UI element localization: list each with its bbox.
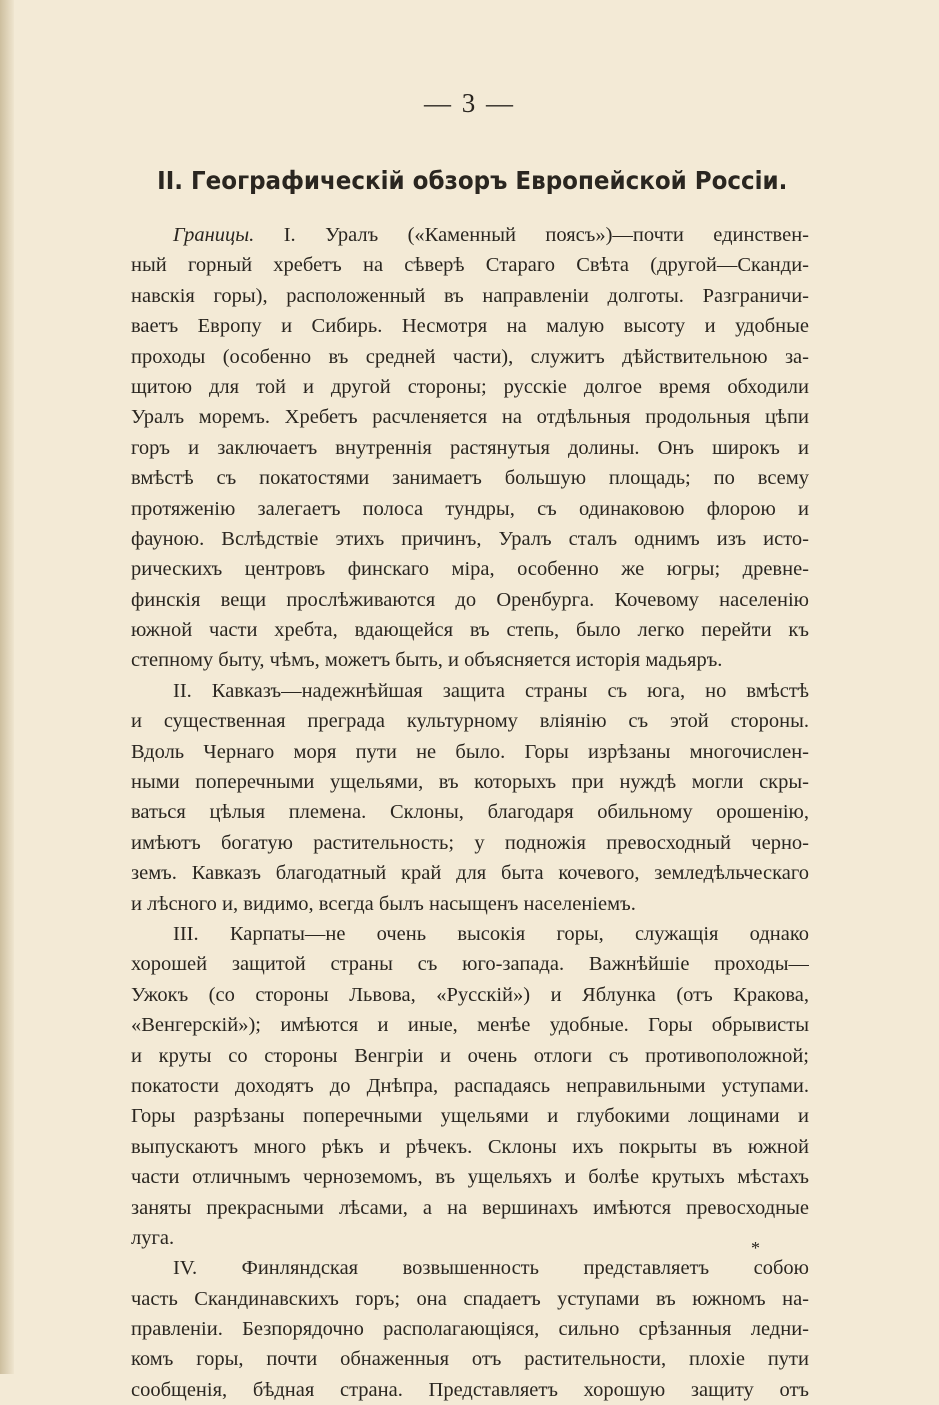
line-text: и лѣсного и, видимо, всегда былъ насыщенъ населеніемъ. <box>131 892 636 915</box>
line-text: II. Кавказъ—надежнѣйшая защита страны съ юга, но вмѣстѣ <box>173 679 809 702</box>
line-text: Уралъ моремъ. Хребетъ расчленяется на отдѣльныя продольныя цѣпи <box>131 406 809 429</box>
text-line <box>131 676 809 706</box>
text-line <box>131 433 809 463</box>
signature-mark: * <box>751 1238 760 1258</box>
text-line <box>131 372 809 402</box>
line-text: вмѣстѣ съ покатостями занимаетъ большую площадь; по всему <box>131 467 809 490</box>
text-line <box>131 494 809 524</box>
line-text: имѣютъ богатую растительность; у подножія превосходный черно- <box>131 831 809 854</box>
text-line <box>131 1223 809 1253</box>
text-line <box>131 706 809 736</box>
line-text: Ужокъ (со стороны Львова, «Русскій») и Яблунка (отъ Кракова, <box>131 983 809 1006</box>
line-text: навскія горы), расположенный въ направленіи долготы. Разграничи- <box>131 284 809 307</box>
page-number: — 3 — <box>424 88 515 118</box>
line-text: Горы разрѣзаны поперечными ущельями и глубокими лощинами и <box>131 1105 809 1128</box>
text-line <box>131 1314 809 1344</box>
line-text: правленіи. Безпорядочно располагающіяся, сильно срѣзанныя ледни- <box>131 1318 809 1341</box>
text-line <box>131 858 809 888</box>
line-text: ваетъ Европу и Сибирь. Несмотря на малую высоту и удобные <box>131 315 809 338</box>
text-line <box>131 645 809 675</box>
line-text: степному быту, чѣмъ, можетъ быть, и объясняется исторія мадьяръ. <box>131 649 723 672</box>
section-title: II. Географическій обзоръ Европейской Россіи. <box>157 166 788 195</box>
text-line <box>131 463 809 493</box>
text-line <box>131 949 809 979</box>
line-text: ваться цѣлыя племена. Склоны, благодаря обильному орошенію, <box>131 801 809 824</box>
text-line <box>131 828 809 858</box>
text-line <box>131 1010 809 1040</box>
text-line <box>131 1193 809 1223</box>
page-binding-edge <box>0 0 14 1374</box>
line-text: хорошей защитой страны съ юго-запада. Важнѣйшіе проходы— <box>131 953 809 976</box>
text-line <box>131 1071 809 1101</box>
text-line <box>131 767 809 797</box>
line-text: выпускаютъ много рѣкъ и рѣчекъ. Склоны ихъ покрыты въ южной <box>131 1135 809 1158</box>
text-line <box>131 524 809 554</box>
line-text: рическихъ центровъ финскаго міра, особенно же югры; древне- <box>131 558 809 581</box>
line-text: комъ горы, почти обнаженныя отъ растительности, плохіе пути <box>131 1348 809 1371</box>
text-line <box>131 402 809 432</box>
text-line <box>131 980 809 1010</box>
margin-heading: Границы. <box>173 224 255 246</box>
text-line <box>131 1162 809 1192</box>
text-line <box>131 615 809 645</box>
line-text: I. Уралъ («Каменный поясъ»)—почти единствен- <box>254 224 809 246</box>
text-line <box>131 1375 809 1405</box>
text-line <box>131 1344 809 1374</box>
line-text: заняты прекрасными лѣсами, а на вершинахъ имѣются превосходные <box>131 1196 809 1219</box>
text-line <box>131 1101 809 1131</box>
text-line <box>131 311 809 341</box>
text-line <box>131 1253 809 1283</box>
line-text: земъ. Кавказъ благодатный край для быта кочевого, земледѣльческаго <box>131 862 809 885</box>
text-line <box>131 250 809 280</box>
text-line <box>131 1132 809 1162</box>
line-text: сообщенія, бѣдная страна. Представляетъ хорошую защиту отъ <box>131 1378 809 1401</box>
text-line <box>131 1041 809 1071</box>
line-text: III. Карпаты—не очень высокія горы, служащія однако <box>173 922 809 945</box>
line-text: щитою для той и другой стороны; русскіе долгое время обходили <box>131 375 809 398</box>
text-line <box>131 1284 809 1314</box>
line-text: горъ и заключаетъ внутреннія растянутыя долины. Онъ широкъ и <box>131 436 809 459</box>
text-line <box>131 281 809 311</box>
line-text: и круты со стороны Венгріи и очень отлоги съ противоположной; <box>131 1044 809 1067</box>
line-text: фауною. Вслѣдствіе этихъ причинъ, Уралъ сталъ однимъ изъ исто- <box>131 527 809 550</box>
line-text: «Венгерскій»); имѣются и иные, менѣе удобные. Горы обрывисты <box>131 1014 809 1037</box>
line-text: ными поперечными ущельями, въ которыхъ при нуждѣ могли скры- <box>131 771 809 794</box>
text-line <box>131 889 809 919</box>
line-text: часть Скандинавскихъ горъ; она спадаетъ уступами въ южномъ на- <box>131 1287 809 1310</box>
line-text: и существенная преграда культурному вліянію съ этой стороны. <box>131 710 809 733</box>
line-text: ный горный хребетъ на сѣверѣ Стараго Свѣта (другой—Сканди- <box>131 254 809 277</box>
line-text: луга. <box>131 1226 175 1249</box>
text-line <box>131 585 809 615</box>
line-text: части отличнымъ черноземомъ, въ ущельяхъ и болѣе крутыхъ мѣстахъ <box>131 1166 809 1189</box>
line-text: IV. Финляндская возвышенность представляетъ собою <box>173 1257 809 1280</box>
text-line <box>131 919 809 949</box>
text-line <box>131 554 809 584</box>
body-text <box>131 220 809 1405</box>
line-text: Вдоль Чернаго моря пути не было. Горы изрѣзаны многочислен- <box>131 740 809 763</box>
line-text: покатости доходятъ до Днѣпра, распадаясь неправильными уступами. <box>131 1074 809 1097</box>
text-line <box>131 797 809 827</box>
text-line <box>131 342 809 372</box>
line-text: финскія вещи прослѣживаются до Оренбурга. Кочевому населенію <box>131 588 809 611</box>
line-text: южной части хребта, вдающейся въ степь, было легко перейти къ <box>131 619 809 642</box>
line-text: проходы (особенно въ средней части), служитъ дѣйствительною за- <box>131 345 809 368</box>
line-text: протяженію залегаетъ полоса тундры, съ одинаковою флорою и <box>131 497 809 520</box>
text-line <box>131 220 809 250</box>
text-line <box>131 737 809 767</box>
